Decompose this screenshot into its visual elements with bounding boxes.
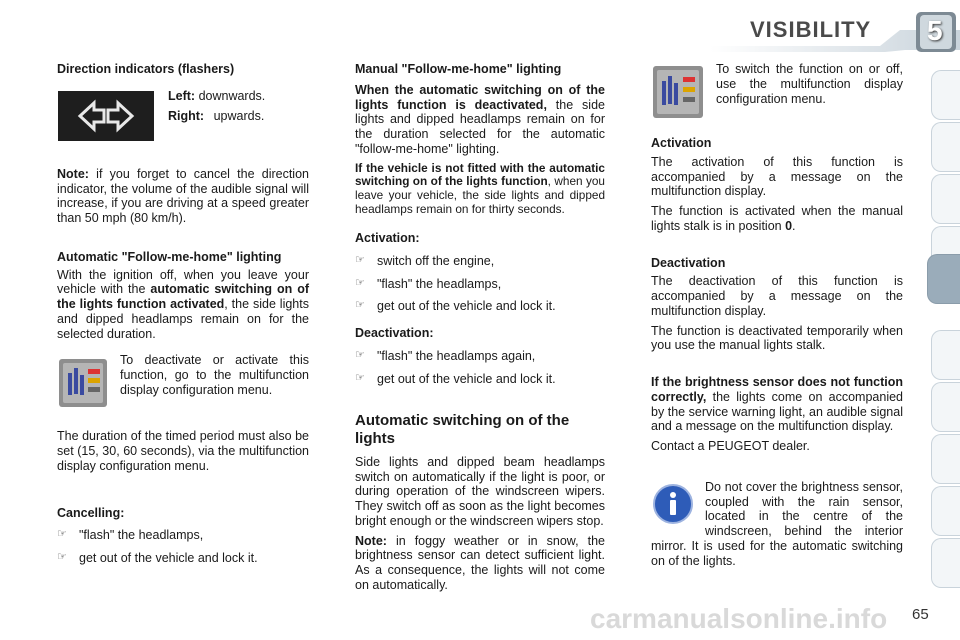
list-item [355,254,605,269]
auto-follow-me-home-heading: Automatic "Follow-me-home" lighting [57,249,282,264]
page-title: VISIBILITY [750,17,872,42]
manual-p2-a: If the vehicle is not fitted with the automatic switching on of the lights function [355,160,605,189]
chapter-tab-active[interactable] [927,254,960,304]
cancel-item-1: "flash" the headlamps, [79,528,204,543]
list-item [57,528,309,543]
chapter-tab[interactable] [931,382,960,432]
info-block [651,479,903,568]
manual-paragraph-1 [355,83,605,157]
column-3 [651,62,903,568]
activation-item-1: switch off the engine, [377,253,495,268]
pointing-hand-icon: ☞ [355,276,365,289]
auto-switching-paragraph: Side lights and dipped beam headlamps switch on automatically if the light is poor, or during operation of the windscreen wipers. They switch off as soon as the light becomes bright enough or the windscreen wipers stop. [355,454,605,528]
pointing-hand-icon: ☞ [355,299,365,312]
sensor-bold: If the brightness sensor does not function correctly, [651,375,903,404]
list-item [57,551,309,566]
duration-paragraph: The duration of the timed period must also be set (15, 30, 60 seconds), via the multifunction display configuration menu. [57,429,309,473]
fog-note-text: in foggy weather or in snow, the brightness sensor can detect sufficient light. As a consequence, the lights will not come on automatically. [355,533,605,592]
cancel-item-2: get out of the vehicle and lock it. [79,551,258,565]
left-label: Left: [168,88,196,103]
manual-p1-a: When the automatic switching on of the lights function is deactivated, [355,82,605,112]
fog-note-paragraph [355,534,605,593]
switch-function-text: To switch the function on or off, use the multifunction display configuration menu. [716,62,903,106]
pointing-hand-icon: ☞ [355,348,365,361]
chapter-tab[interactable] [931,538,960,588]
direction-indicators-heading: Direction indicators (flashers) [57,62,235,76]
page-number: 65 [912,606,929,623]
deactivation-paragraph-1: The deactivation of this function is accompanied by a message on the multifunction display. [651,274,903,318]
manual-follow-me-home-heading: Manual "Follow-me-home" lighting [355,62,562,76]
list-item [355,277,605,292]
activation-item-2: "flash" the headlamps, [377,276,502,291]
auto-p1-c: , the side lights and dipped headlamps remain on for the selected duration. [57,297,309,341]
contact-dealer: Contact a PEUGEOT dealer. [651,439,810,453]
activation-item-3: get out of the vehicle and lock it. [377,299,556,314]
header-bar [560,0,960,56]
deactivation-paragraph-2: The function is deactivated temporarily when you use the manual lights stalk. [651,323,903,353]
activation-paragraph-2 [651,204,903,234]
list-item [355,372,605,387]
chapter-tab[interactable] [931,174,960,224]
chapter-tab[interactable] [931,70,960,120]
deactivation-item-2: get out of the vehicle and lock it. [377,371,556,386]
switch-function-block [651,62,903,126]
position-zero: 0 [785,218,793,233]
auto-switching-heading: Automatic switching on of the lights [355,412,570,447]
manual-paragraph-2 [355,162,605,218]
chapter-number: 5 [927,15,943,46]
left-value: downwards. [198,88,266,103]
right-indicator-row [168,109,264,124]
chapter-tab[interactable] [931,330,960,380]
info-paragraph [651,480,903,574]
watermark: carmanualsonline.info [590,603,888,634]
activation-paragraph-1: The activation of this function is accompanied by a message on the multifunction display. [651,154,903,199]
column-2 [355,62,605,598]
config-menu-block [57,353,309,429]
chapter-tab[interactable] [931,486,960,536]
activation-heading-2: Activation [651,136,712,150]
indicator-arrows-icon [58,91,154,141]
pointing-hand-icon: ☞ [57,551,67,563]
auto-follow-me-home-paragraph [57,268,309,342]
activation-p2-a: The function is activated when the manual lights stalk is in position [651,204,903,233]
list-item [355,299,605,314]
left-indicator-row [168,89,265,104]
sensor-text: the lights come on accompanied by the service warning light, an audible signal and a message on the multifunction display. [651,389,903,434]
multifunction-display-icon [653,66,703,118]
chapter-tab[interactable] [931,434,960,484]
cancelling-heading: Cancelling: [57,505,125,520]
sensor-paragraph [651,375,903,434]
chapter-tab[interactable] [931,122,960,172]
deactivate-instruction: To deactivate or activate this function, go to the multifunction display configuration menu. [120,353,309,397]
note-paragraph [57,167,309,226]
chapter-tabs [930,70,960,630]
deactivation-heading-2: Deactivation [651,255,726,270]
right-label: Right: [168,108,205,123]
note-label: Note: [57,166,89,181]
column-1 [57,62,309,574]
auto-p1-a: With the ignition off, when you leave your vehicle with the [57,267,309,297]
activation-heading: Activation: [355,231,420,246]
multifunction-display-icon [59,359,107,407]
activation-p2-c: . [792,218,796,233]
note-text: if you forget to cancel the direction indicator, the volume of the audible signal will increase, if you are driving at a speed greater than 50 mph (80 km/h). [57,166,309,225]
list-item [355,349,605,364]
pointing-hand-icon: ☞ [355,371,365,384]
info-text: Do not cover the brightness sensor, coupled with the rain sensor, located in the centre of the windscreen, behind the interior mirror. It is used for the automatic switching on of the lights. [651,479,903,568]
manual-p1-b: the side lights and dipped headlamps remain on for the duration selected for the automatic "follow-me-home" lighting. [355,97,605,156]
pointing-hand-icon: ☞ [57,528,67,541]
pointing-hand-icon: ☞ [355,253,365,266]
right-value: upwards. [213,108,265,123]
deactivation-item-1: "flash" the headlamps again, [377,348,536,363]
manual-p2-b: , when you leave your vehicle, the side lights and dipped headlamps remain on for thirty seconds. [355,174,605,217]
fog-note-label: Note: [355,533,387,548]
deactivation-heading: Deactivation: [355,326,434,341]
auto-p1-b: automatic switching on of the lights function activated [57,282,310,311]
